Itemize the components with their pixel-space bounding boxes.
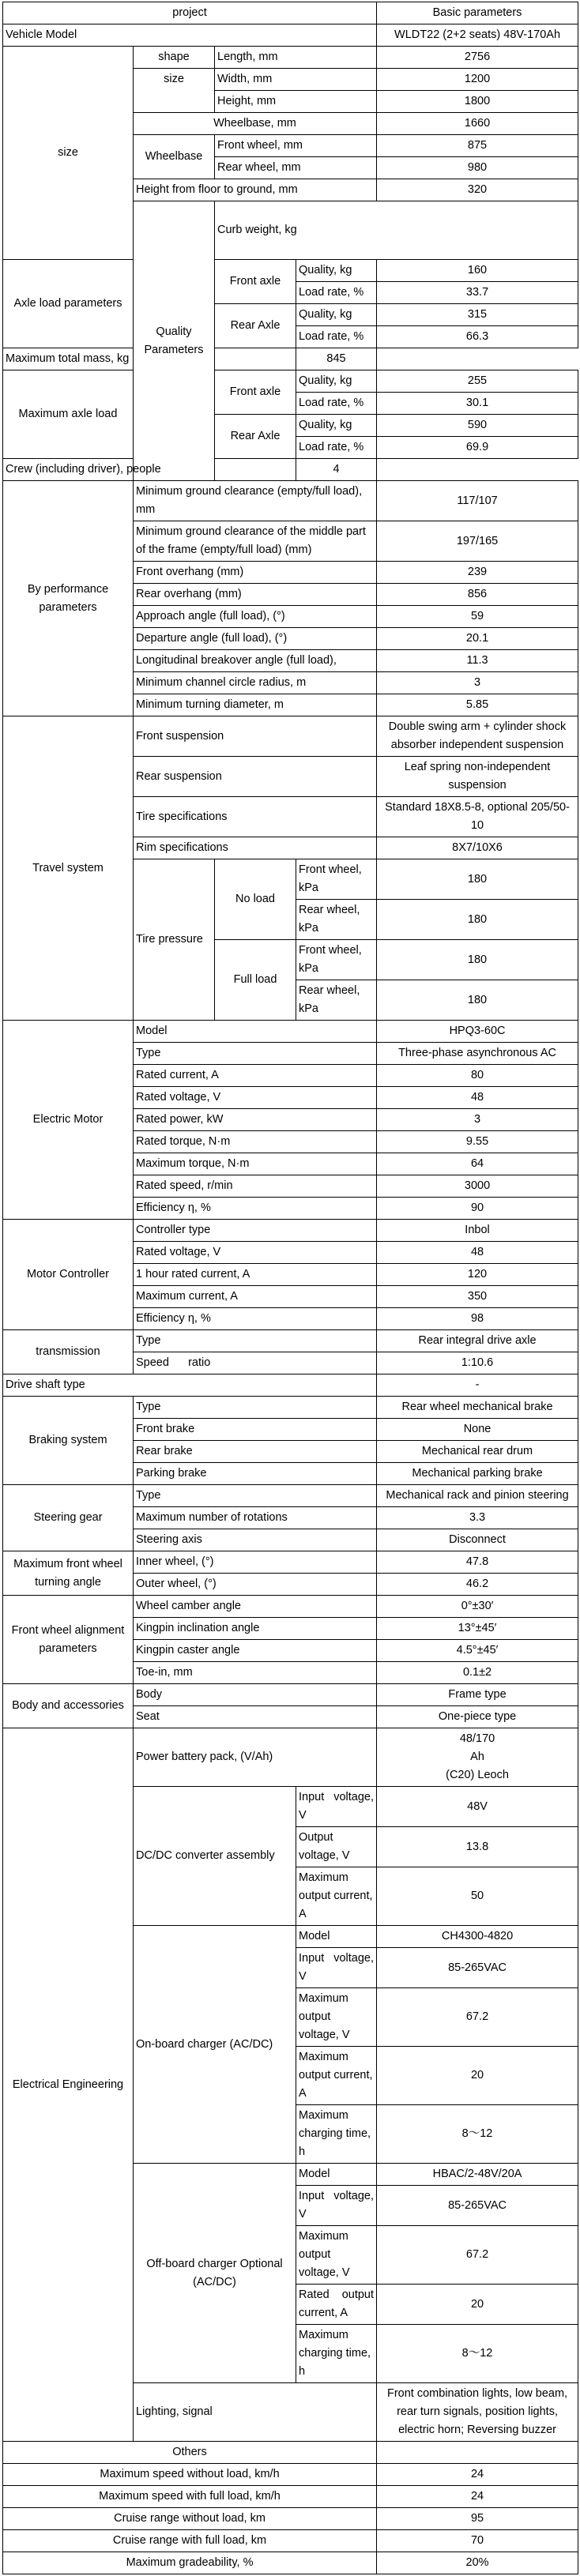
tire-spec-value: Standard 18X8.5-8, optional 205/50-10 <box>377 797 578 837</box>
seat-label: Seat <box>134 1706 377 1728</box>
header-project: project <box>3 2 377 24</box>
size-sub: size <box>134 69 215 113</box>
full-load-label: Full load <box>215 940 296 1021</box>
perf-label: Departure angle (full load), (°) <box>134 628 377 650</box>
onboard-time-value: 8～12 <box>377 2105 578 2164</box>
no-load-label: No load <box>215 859 296 940</box>
rear-suspension-value: Leaf spring non-independent suspension <box>377 757 578 797</box>
table-row <box>3 716 578 757</box>
size-label: size <box>3 47 134 260</box>
no-load-front-value: 180 <box>377 859 578 900</box>
full-load-rear-label: Rear wheel, kPa <box>296 980 377 1021</box>
onboard-label: On-board charger (AC/DC) <box>134 1926 296 2164</box>
rear-wheel-label: Rear wheel, mm <box>215 157 377 179</box>
table-row <box>3 2464 578 2486</box>
table-row <box>3 24 578 47</box>
max-front-label: Front axle <box>215 370 296 415</box>
max-total-mass-value: 845 <box>296 348 377 370</box>
motor-row-value: 80 <box>377 1065 578 1087</box>
axle-rear-rate-label: Load rate, % <box>296 326 377 348</box>
braking-row-label: Type <box>134 1397 377 1419</box>
curb-weight-label: Curb weight, kg <box>215 201 578 260</box>
height-value: 1800 <box>377 91 578 113</box>
dcdc-output-value: 13.8 <box>377 1827 578 1867</box>
tire-pressure-label: Tire pressure <box>134 859 215 1021</box>
dcdc-current-value: 50 <box>377 1867 578 1926</box>
lighting-value: Front combination lights, low beam, rear turn signals, position lights, electric horn; Reversing buzzer <box>377 2383 578 2442</box>
alignment-row-label: Toe-in, mm <box>134 1662 377 1684</box>
body-type-label: Body <box>134 1684 377 1706</box>
drive-shaft-value: - <box>377 1374 578 1397</box>
steering-label: Steering gear <box>3 1485 134 1551</box>
table-row <box>3 1596 578 1618</box>
braking-label: Braking system <box>3 1397 134 1485</box>
steering-type-value: Mechanical rack and pinion steering <box>377 1485 578 1507</box>
travel-label: Travel system <box>3 716 134 1021</box>
offboard-label: Off-board charger Optional (AC/DC) <box>134 2164 296 2383</box>
height-label: Height, mm <box>215 91 377 113</box>
width-value: 1200 <box>377 69 578 91</box>
perf-label: Front overhang (mm) <box>134 562 377 584</box>
drive-shaft-label: Drive shaft type <box>3 1374 377 1397</box>
body-type-value: Frame type <box>377 1684 578 1706</box>
table-row <box>3 2552 578 2574</box>
wheelbase-value: 1660 <box>377 113 578 135</box>
motor-row-value: 3000 <box>377 1175 578 1198</box>
body-label: Body and accessories <box>3 1684 134 1728</box>
motor-row-value: HPQ3-60C <box>377 1021 578 1043</box>
table-row <box>3 1684 578 1706</box>
table-row <box>3 348 578 370</box>
braking-row-label: Parking brake <box>134 1463 377 1485</box>
steering-axis-label: Steering axis <box>134 1529 377 1551</box>
max-total-mass-label: Maximum total mass, kg <box>3 348 296 370</box>
others-empty <box>377 2442 578 2464</box>
others-row-label: Cruise range with full load, km <box>3 2530 377 2552</box>
dcdc-input-value: 48V <box>377 1787 578 1827</box>
others-row-value: 24 <box>377 2464 578 2486</box>
onboard-input-label: Input voltage, V <box>296 1948 377 1988</box>
max-rear-quality-label: Quality, kg <box>296 415 377 437</box>
table-row <box>3 2530 578 2552</box>
offboard-input-label: Input voltage, V <box>296 2186 377 2226</box>
motor-row-label: Rated speed, r/min <box>134 1175 377 1198</box>
rotations-label: Maximum number of rotations <box>134 1507 377 1529</box>
motor-row-value: 64 <box>377 1153 578 1175</box>
steering-axis-value: Disconnect <box>377 1529 578 1551</box>
motor-row-value: 90 <box>377 1198 578 1220</box>
crew-label: Crew (including driver), people <box>3 459 296 481</box>
rear-suspension-label: Rear suspension <box>134 757 377 797</box>
table-row <box>3 459 578 481</box>
rear-wheel-value: 980 <box>377 157 578 179</box>
controller-label: Motor Controller <box>3 1220 134 1330</box>
controller-row-label: Rated voltage, V <box>134 1242 377 1264</box>
table-row <box>3 260 578 282</box>
axle-front-quality-label: Quality, kg <box>296 260 377 282</box>
table-row <box>3 47 578 69</box>
vehicle-model-label: Vehicle Model <box>3 24 377 47</box>
controller-row-value: 350 <box>377 1286 578 1308</box>
dcdc-input-label: Input voltage, V <box>296 1787 377 1827</box>
dcdc-current-label: Maximum output current, A <box>296 1867 377 1926</box>
controller-row-value: 98 <box>377 1308 578 1330</box>
max-rear-rate-label: Load rate, % <box>296 437 377 459</box>
perf-value: 117/107 <box>377 481 578 521</box>
axle-rear-quality: 315 <box>377 304 578 326</box>
perf-label: Rear overhang (mm) <box>134 584 377 606</box>
dcdc-output-label: Output voltage, V <box>296 1827 377 1867</box>
perf-label: Minimum channel circle radius, m <box>134 672 377 694</box>
alignment-row-label: Kingpin inclination angle <box>134 1618 377 1640</box>
battery-value-line: Ah <box>470 1751 484 1763</box>
motor-row-value: 3 <box>377 1109 578 1131</box>
table-row <box>3 1397 578 1419</box>
alignment-row-value: 13°±45′ <box>377 1618 578 1640</box>
offboard-time-label: Maximum charging time, h <box>296 2325 377 2383</box>
size-shape: shape <box>134 47 215 69</box>
max-axle-load-label: Maximum axle load <box>3 370 134 459</box>
offboard-voltage-label: Maximum output voltage, V <box>296 2226 377 2285</box>
onboard-input-value: 85-265VAC <box>377 1948 578 1988</box>
others-row-value: 95 <box>377 2508 578 2530</box>
perf-value: 239 <box>377 562 578 584</box>
offboard-input-value: 85-265VAC <box>377 2186 578 2226</box>
others-row-value: 24 <box>377 2486 578 2508</box>
controller-row-label: Maximum current, A <box>134 1286 377 1308</box>
onboard-current-value: 20 <box>377 2047 578 2105</box>
braking-row-value: Mechanical rear drum <box>377 1441 578 1463</box>
front-wheel-label: Front wheel, mm <box>215 135 377 157</box>
others-row-label: Maximum speed without load, km/h <box>3 2464 377 2486</box>
max-front-rate-label: Load rate, % <box>296 393 377 415</box>
alignment-row-value: 0.1±2 <box>377 1662 578 1684</box>
vehicle-model-value: WLDT22 (2+2 seats) 48V-170Ah <box>377 24 578 47</box>
electrical-label: Electrical Engineering <box>3 1728 134 2442</box>
rim-spec-label: Rim specifications <box>134 837 377 859</box>
motor-row-value: 9.55 <box>377 1131 578 1153</box>
others-row-value: 70 <box>377 2530 578 2552</box>
table-row <box>3 1330 578 1352</box>
table-row <box>3 1551 578 1574</box>
full-load-rear-value: 180 <box>377 980 578 1021</box>
motor-row-label: Model <box>134 1021 377 1043</box>
width-label: Width, mm <box>215 69 377 91</box>
others-row-label: Maximum speed with full load, km/h <box>3 2486 377 2508</box>
spec-table <box>2 2 578 2574</box>
braking-row-value: Mechanical parking brake <box>377 1463 578 1485</box>
no-load-front-label: Front wheel, kPa <box>296 859 377 900</box>
speed-ratio-label: Speed ratio <box>134 1352 377 1374</box>
axle-rear-quality-label: Quality, kg <box>296 304 377 326</box>
offboard-voltage-value: 67.2 <box>377 2226 578 2285</box>
offboard-time-value: 8～12 <box>377 2325 578 2383</box>
onboard-model-value: CH4300-4820 <box>377 1926 578 1948</box>
steering-type-label: Type <box>134 1485 377 1507</box>
outer-wheel-label: Outer wheel, (°) <box>134 1574 377 1596</box>
max-front-rate: 30.1 <box>377 393 578 415</box>
table-row <box>3 1021 578 1043</box>
transmission-type-value: Rear integral drive axle <box>377 1330 578 1352</box>
max-rear-rate: 69.9 <box>377 437 578 459</box>
others-row-value: 20% <box>377 2552 578 2574</box>
inner-wheel-label: Inner wheel, (°) <box>134 1551 377 1574</box>
no-load-rear-value: 180 <box>377 900 578 940</box>
crew-value: 4 <box>296 459 377 481</box>
perf-label: Minimum ground clearance of the middle part of the frame (empty/full load) (mm) <box>134 521 377 562</box>
inner-wheel-value: 47.8 <box>377 1551 578 1574</box>
length-label: Length, mm <box>215 47 377 69</box>
table-row <box>3 1374 578 1397</box>
wheelbase-label: Wheelbase, mm <box>134 113 377 135</box>
controller-row-label: Efficiency η, % <box>134 1308 377 1330</box>
braking-row-label: Front brake <box>134 1419 377 1441</box>
full-load-front-value: 180 <box>377 940 578 980</box>
front-wheel-value: 875 <box>377 135 578 157</box>
tire-spec-label: Tire specifications <box>134 797 377 837</box>
offboard-model-label: Model <box>296 2164 377 2186</box>
rim-spec-value: 8X7/10X6 <box>377 837 578 859</box>
controller-row-label: 1 hour rated current, A <box>134 1264 377 1286</box>
alignment-row-label: Wheel camber angle <box>134 1596 377 1618</box>
onboard-model-label: Model <box>296 1926 377 1948</box>
table-row <box>3 1728 578 1787</box>
front-suspension-value: Double swing arm + cylinder shock absorber independent suspension <box>377 716 578 757</box>
motor-label: Electric Motor <box>3 1021 134 1220</box>
dcdc-label: DC/DC converter assembly <box>134 1787 296 1926</box>
lighting-label: Lighting, signal <box>134 2383 377 2442</box>
alignment-row-value: 0°±30′ <box>377 1596 578 1618</box>
outer-wheel-value: 46.2 <box>377 1574 578 1596</box>
transmission-type-label: Type <box>134 1330 377 1352</box>
axle-load-label: Axle load parameters <box>3 260 134 348</box>
floor-height-value: 320 <box>377 179 578 201</box>
perf-value: 5.85 <box>377 694 578 716</box>
braking-row-value: Rear wheel mechanical brake <box>377 1397 578 1419</box>
onboard-time-label: Maximum charging time, h <box>296 2105 377 2164</box>
performance-label: By performance parameters <box>3 481 134 716</box>
max-front-quality-label: Quality, kg <box>296 370 377 393</box>
controller-row-label: Controller type <box>134 1220 377 1242</box>
motor-row-label: Rated power, kW <box>134 1109 377 1131</box>
perf-value: 856 <box>377 584 578 606</box>
others-row-label: Maximum gradeability, % <box>3 2552 377 2574</box>
motor-row-value: 48 <box>377 1087 578 1109</box>
perf-value: 197/165 <box>377 521 578 562</box>
perf-label: Minimum ground clearance (empty/full load), mm <box>134 481 377 521</box>
transmission-label: transmission <box>3 1330 134 1374</box>
table-row <box>3 1485 578 1507</box>
axle-rear-label: Rear Axle <box>215 304 296 348</box>
turning-angle-label: Maximum front wheel turning angle <box>3 1551 134 1596</box>
motor-row-label: Efficiency η, % <box>134 1198 377 1220</box>
perf-label: Minimum turning diameter, m <box>134 694 377 716</box>
seat-value: One-piece type <box>377 1706 578 1728</box>
perf-label: Longitudinal breakover angle (full load), <box>134 650 377 672</box>
motor-row-label: Rated current, A <box>134 1065 377 1087</box>
axle-front-rate: 33.7 <box>377 282 578 304</box>
front-suspension-label: Front suspension <box>134 716 377 757</box>
alignment-label: Front wheel alignment parameters <box>3 1596 134 1684</box>
battery-value-line: 48/170 <box>459 1732 495 1745</box>
rotations-value: 3.3 <box>377 1507 578 1529</box>
no-load-rear-label: Rear wheel, kPa <box>296 900 377 940</box>
axle-front-quality: 160 <box>377 260 578 282</box>
wheelbase-group: Wheelbase <box>134 135 215 179</box>
motor-row-label: Rated voltage, V <box>134 1087 377 1109</box>
table-row <box>3 1220 578 1242</box>
others-label: Others <box>3 2442 377 2464</box>
perf-value: 11.3 <box>377 650 578 672</box>
battery-label: Power battery pack, (V/Ah) <box>134 1728 377 1787</box>
onboard-voltage-label: Maximum output voltage, V <box>296 1988 377 2047</box>
floor-height-label: Height from floor to ground, mm <box>134 179 377 201</box>
length-value: 2756 <box>377 47 578 69</box>
perf-value: 3 <box>377 672 578 694</box>
header-row <box>3 2 578 24</box>
max-rear-quality: 590 <box>377 415 578 437</box>
controller-row-value: 120 <box>377 1264 578 1286</box>
table-row <box>3 370 578 393</box>
offboard-model-value: HBAC/2-48V/20A <box>377 2164 578 2186</box>
table-row <box>3 2486 578 2508</box>
max-rear-label: Rear Axle <box>215 415 296 459</box>
battery-value <box>377 1728 578 1787</box>
motor-row-label: Maximum torque, N·m <box>134 1153 377 1175</box>
quality-label: Quality Parameters <box>134 201 215 481</box>
offboard-current-value: 20 <box>377 2285 578 2325</box>
axle-front-label: Front axle <box>215 260 296 304</box>
braking-row-value: None <box>377 1419 578 1441</box>
motor-row-value: Three-phase asynchronous AC <box>377 1043 578 1065</box>
axle-rear-rate: 66.3 <box>377 326 578 348</box>
onboard-voltage-value: 67.2 <box>377 1988 578 2047</box>
offboard-current-label: Rated output current, A <box>296 2285 377 2325</box>
battery-value-line: (C20) Leoch <box>446 1769 509 1781</box>
header-basic: Basic parameters <box>377 2 578 24</box>
table-row <box>3 2442 578 2464</box>
perf-value: 59 <box>377 606 578 628</box>
motor-row-label: Rated torque, N·m <box>134 1131 377 1153</box>
motor-row-label: Type <box>134 1043 377 1065</box>
braking-row-label: Rear brake <box>134 1441 377 1463</box>
controller-row-value: Inbol <box>377 1220 578 1242</box>
table-row <box>3 2508 578 2530</box>
onboard-current-label: Maximum output current, A <box>296 2047 377 2105</box>
speed-ratio-value: 1:10.6 <box>377 1352 578 1374</box>
full-load-front-label: Front wheel, kPa <box>296 940 377 980</box>
alignment-row-label: Kingpin caster angle <box>134 1640 377 1662</box>
max-front-quality: 255 <box>377 370 578 393</box>
others-row-label: Cruise range without load, km <box>3 2508 377 2530</box>
table-row <box>3 481 578 521</box>
perf-value: 20.1 <box>377 628 578 650</box>
alignment-row-value: 4.5°±45′ <box>377 1640 578 1662</box>
axle-front-rate-label: Load rate, % <box>296 282 377 304</box>
controller-row-value: 48 <box>377 1242 578 1264</box>
perf-label: Approach angle (full load), (°) <box>134 606 377 628</box>
